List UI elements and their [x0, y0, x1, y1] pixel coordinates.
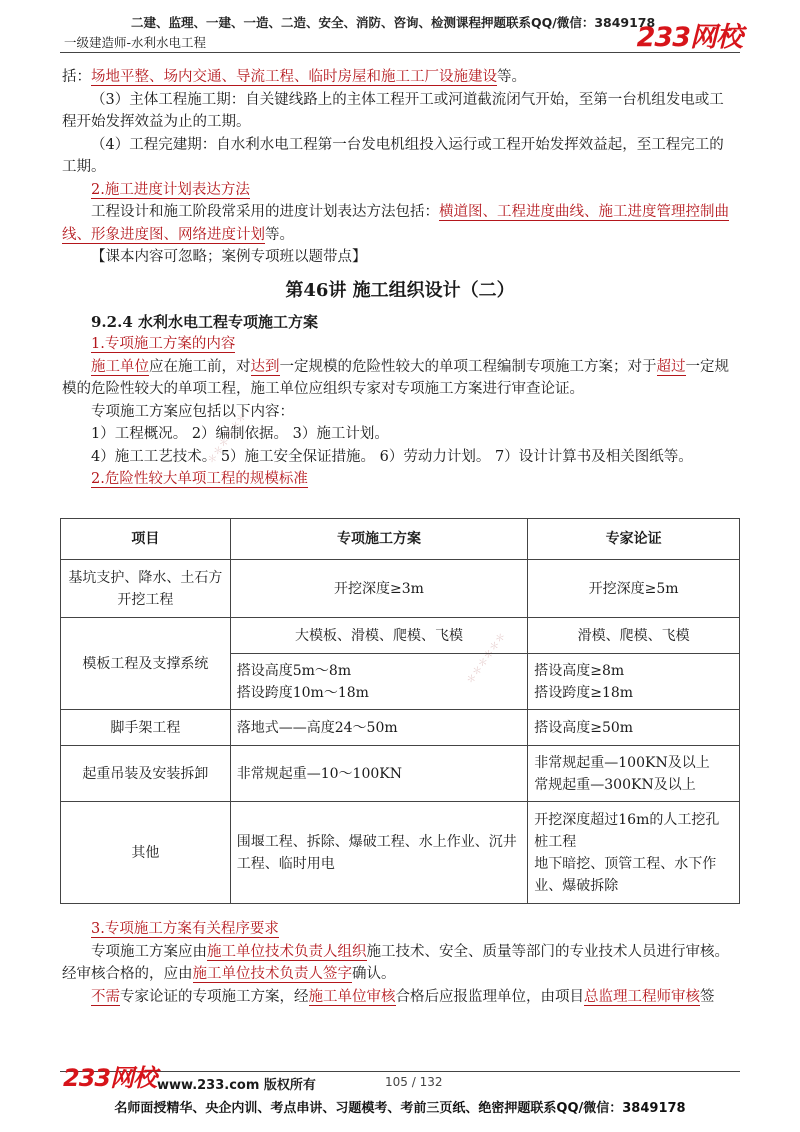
paragraph: 工程设计和施工阶段常采用的进度计划表达方法包括：横道图、工程进度曲线、施工进度管理控制曲线、形象进度图、网络进度计划等。	[62, 204, 729, 243]
table-cell: 大模板、滑模、爬模、飞模	[230, 618, 528, 654]
table-cell: 基坑支护、降水、土石方开挖工程	[61, 560, 231, 618]
paragraph: （4）工程完建期：自水利水电工程第一台发电机组投入运行或工程开始发挥效益起，至工程完工的工期。	[62, 136, 724, 175]
table-row	[61, 710, 740, 746]
table-header: 专项施工方案	[230, 519, 528, 560]
scale-standard-table	[60, 518, 740, 904]
table-row	[61, 802, 740, 904]
table-cell: 开挖深度≥5m	[528, 560, 740, 618]
table-cell: 模板工程及支撑系统	[61, 618, 231, 710]
paragraph: 专项施工方案应由施工单位技术负责人组织施工技术、安全、质量等部门的专业技术人员进行审核。经审核合格的，应由施工单位技术负责人签字确认。	[62, 943, 729, 982]
table-cell: 起重吊装及安装拆卸	[61, 746, 231, 802]
table-cell: 脚手架工程	[61, 710, 231, 746]
paragraph: 专项施工方案应包括以下内容：	[91, 403, 294, 420]
subheading: 2.危险性较大单项工程的规模标准	[91, 471, 308, 487]
list-line: 1）工程概况。 2）编制依据。 3）施工计划。	[91, 426, 389, 442]
subheading: 1.专项施工方案的内容	[91, 336, 236, 352]
header-promo: 二建、监理、一建、一造、二造、安全、消防、咨询、检测课程押题联系QQ/微信：3849178	[131, 15, 656, 30]
footer-logo: 233网校	[63, 1064, 157, 1092]
table-cell: 开挖深度≥3m	[230, 560, 528, 618]
paragraph: 括：场地平整、场内交通、导流工程、临时房屋和施工工厂设施建设等。	[62, 69, 526, 85]
paragraph: （3）主体工程施工期：自关键线路上的主体工程开工或河道截流闭气开始，至第一台机组发电或工程开始发挥效益为止的工期。	[62, 91, 724, 130]
list-line: 4）施工工艺技术。 5）施工安全保证措施。 6）劳动力计划。 7）设计计算书及相关图纸等。	[91, 448, 693, 465]
paragraph: 不需专家论证的专项施工方案，经施工单位审核合格后应报监理单位，由项目总监理工程师审核签	[91, 988, 715, 1005]
table-cell: 开挖深度超过16m的人工挖孔桩工程 地下暗挖、顶管工程、水下作业、爆破拆除	[528, 802, 740, 904]
lecture-title: 第46讲 施工组织设计（二）	[285, 279, 515, 301]
table-cell: 搭设高度≥50m	[528, 710, 740, 746]
table-cell: 围堰工程、拆除、爆破工程、水上作业、沉井工程、临时用电	[230, 802, 528, 904]
header-divider	[60, 52, 740, 53]
table-header-row	[61, 519, 740, 560]
header-subject: 一级建造师-水利水电工程	[64, 35, 207, 50]
page-number: 105 / 132	[385, 1075, 443, 1089]
brand-logo: 233网校	[636, 22, 742, 53]
footer-promo: 名师面授精华、央企内训、考点串讲、习题模考、考前三页纸、绝密押题联系QQ/微信：3849178	[114, 1101, 686, 1116]
table-cell: 落地式——高度24～50m	[230, 710, 528, 746]
table-header: 项目	[61, 519, 231, 560]
table-row	[61, 746, 740, 802]
table-cell: 其他	[61, 802, 231, 904]
footer-site[interactable]: www.233.com 版权所有	[157, 1078, 316, 1093]
table-row	[61, 618, 740, 654]
section-title: 9.2.4 水利水电工程专项施工方案	[91, 312, 318, 331]
watermark: ＊＊＊＊＊＊	[205, 410, 250, 467]
highlight: 场地平整、场内交通、导流工程、临时房屋和施工工厂设施建设	[91, 69, 497, 85]
highlight: 横道图、工程进度曲线、施工进度管理控制曲线、形象进度图、网络进度计划	[62, 204, 729, 243]
table-cell: 搭设高度5m～8m 搭设跨度10m～18m	[230, 654, 528, 710]
table-cell: 非常规起重—100KN及以上 常规起重—300KN及以上	[528, 746, 740, 802]
subheading: 3.专项施工方案有关程序要求	[91, 921, 279, 937]
table-row	[61, 560, 740, 618]
document-body	[62, 66, 738, 491]
table-cell: 非常规起重—10～100KN	[230, 746, 528, 802]
note: 【课本内容可忽略；案例专项班以题带点】	[91, 249, 367, 265]
watermark: ＊＊＊＊＊＊	[464, 630, 509, 687]
table-cell: 搭设高度≥8m 搭设跨度≥18m	[528, 654, 740, 710]
table-cell: 滑模、爬模、飞模	[528, 618, 740, 654]
footer-divider	[60, 1071, 740, 1072]
subheading: 2.施工进度计划表达方法	[91, 181, 250, 198]
document-body-continued	[62, 918, 738, 1008]
paragraph: 施工单位应在施工前，对达到一定规模的危险性较大的单项工程编制专项施工方案；对于超过一定规模的危险性较大的单项工程，施工单位应组织专家对专项施工方案进行审查论证。	[62, 358, 729, 397]
table-header: 专家论证	[528, 519, 740, 560]
